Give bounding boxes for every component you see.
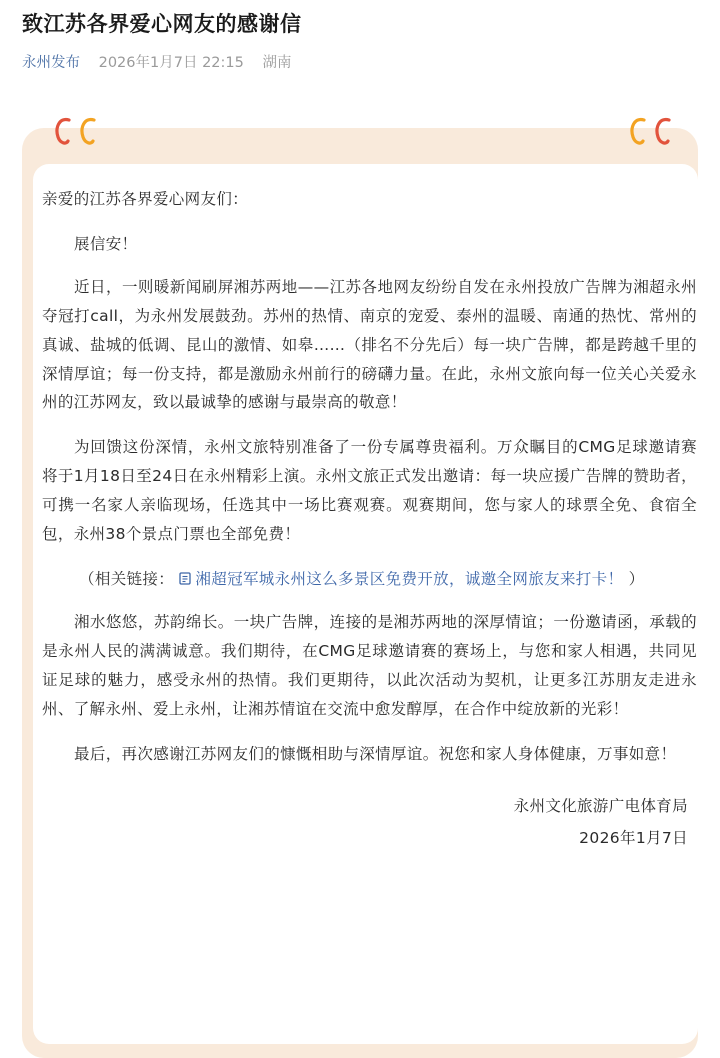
related-links-label: （相关链接： <box>79 569 175 588</box>
letter-salutation: 展信安！ <box>74 234 138 253</box>
source-account-link[interactable]: 永州发布 <box>22 55 80 71</box>
letter-paragraph-1: 近日，一则暖新闻刷屏湘苏两地——江苏各地网友纷纷自发在永州投放广告牌为湘超永州夺冠打call，为永州发展鼓劲。苏州的热情、南京的宠爱、泰州的温暖、南通的热忱、常州的真诚、盐城的低调、昆山的激情、如皋……（排名不分先后）每一块广告牌，都是跨越千里的深情厚谊；每一份支持，都是激励永州前行的磅礴力量。在此，永州文旅向每一位关心关爱永州的江苏网友，致以最诚挚的感谢与最崇高的敬意！ <box>42 277 697 412</box>
quote-mark-left-icon <box>49 112 109 150</box>
letter-body <box>42 185 697 853</box>
publish-time: 2026年1月7日 22:15 <box>98 55 244 71</box>
article-meta <box>22 51 291 72</box>
quote-mark-right-icon <box>624 112 684 150</box>
related-links-close: ） <box>628 569 645 588</box>
link-icon <box>179 572 191 585</box>
letter-paragraph-3: 湘水悠悠，苏韵绵长。一块广告牌，连接的是湘苏两地的深厚情谊；一份邀请函，承载的是永州人民的满满诚意。我们期待，在CMG足球邀请赛的赛场上，与您和家人相遇，共同见证足球的魅力，感受永州的热情。我们更期待，以此次活动为契机，让更多江苏朋友走进永州、了解永州、爱上永州，让湘苏情谊在交流中愈发醇厚，在合作中绽放新的光彩！ <box>42 612 697 718</box>
letter-paragraph-4: 最后，再次感谢江苏网友们的慷慨相助与深情厚谊。祝您和家人身体健康，万事如意！ <box>74 744 677 763</box>
letter-paragraph-2: 为回馈这份深情，永州文旅特别准备了一份专属尊贵福利。万众瞩目的CMG足球邀请赛将于1月18日至24日在永州精彩上演。永州文旅正式发出邀请：每一块应援广告牌的赞助者，可携一名家人亲临现场，任选其中一场比赛观赛。观赛期间，您与家人的球票全免、食宿全包，永州38个景点门票也全部免费！ <box>42 438 698 544</box>
letter-date: 2026年1月7日 <box>579 829 688 848</box>
related-links <box>42 565 697 594</box>
related-article-link[interactable] <box>179 570 623 588</box>
letter-signature: 永州文化旅游广电体育局 <box>513 797 688 816</box>
article-title: 致江苏各界爱心网友的感谢信 <box>22 12 302 36</box>
letter-greeting: 亲爱的江苏各界爱心网友们： <box>42 190 249 208</box>
publish-location: 湖南 <box>262 55 292 71</box>
related-article-link-text: 湘超冠军城永州这么多景区免费开放，诚邀全网旅友来打卡！ <box>195 569 624 588</box>
